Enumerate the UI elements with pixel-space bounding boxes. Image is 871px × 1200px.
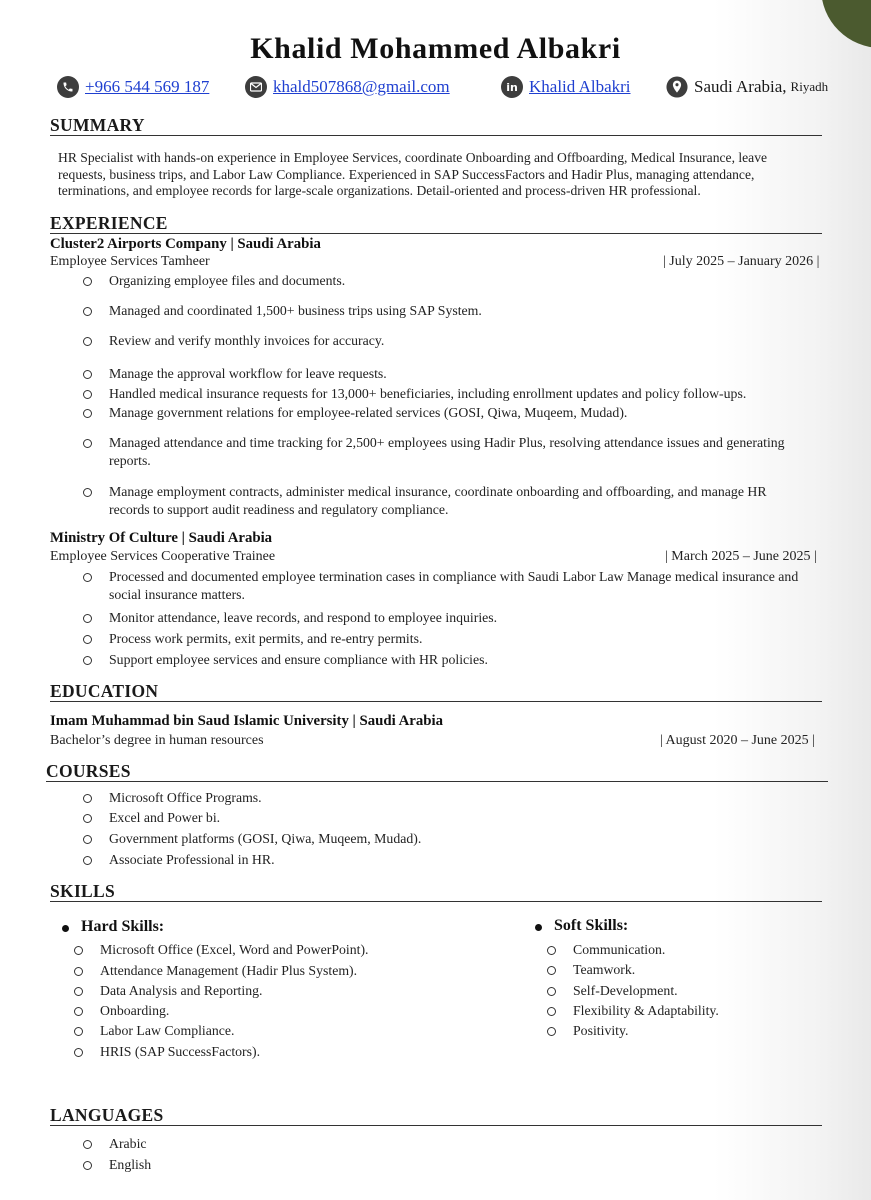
job-bullet-line: social insurance matters.: [109, 586, 246, 602]
summary-line: HR Specialist with hands-on experience in Employee Services, coordinate Onboarding and Offboarding, Medical Insurance, leave: [58, 150, 768, 165]
contact-email[interactable]: [245, 74, 450, 100]
soft-skill-item: Self-Development.: [573, 983, 678, 998]
education-date: | August 2020 – June 2025 |: [660, 733, 815, 748]
job-bullet: Review and verify monthly invoices for accuracy.: [109, 332, 821, 350]
hard-skills-title: Hard Skills:: [81, 918, 165, 935]
section-heading-summary: SUMMARY: [50, 116, 822, 136]
contact-phone[interactable]: [57, 74, 209, 100]
job-bullet: Manage the approval workflow for leave requests.: [109, 365, 821, 383]
job-bullet-line: records to support audit readiness and regulatory compliance.: [109, 501, 449, 517]
job-bullet: [109, 483, 821, 518]
bullet-dot: [535, 924, 542, 931]
location-country: Saudi Arabia,: [694, 77, 787, 96]
hard-skill-item: Data Analysis and Reporting.: [100, 983, 263, 998]
job-bullet: Managed and coordinated 1,500+ business trips using SAP System.: [109, 302, 821, 320]
course-item: Associate Professional in HR.: [109, 851, 821, 869]
course-item: Microsoft Office Programs.: [109, 789, 821, 807]
hard-skill-item: Attendance Management (Hadir Plus System).: [100, 963, 358, 978]
language-item: English: [109, 1156, 821, 1174]
linkedin-link[interactable]: Khalid Albakri: [529, 77, 631, 96]
course-item: Government platforms (GOSI, Qiwa, Muqeem, Mudad).: [109, 830, 821, 848]
summary-text: [58, 150, 821, 200]
contact-linkedin[interactable]: [501, 74, 631, 100]
contact-location: [666, 74, 828, 100]
soft-skill-item: Flexibility & Adaptability.: [573, 1003, 719, 1018]
language-item: Arabic: [109, 1135, 821, 1153]
section-heading-experience: EXPERIENCE: [50, 214, 822, 234]
phone-link[interactable]: +966 544 569 187: [85, 77, 210, 96]
email-icon: [245, 76, 267, 98]
job-date: | March 2025 – June 2025 |: [665, 549, 817, 564]
bullet-dot: [62, 925, 69, 932]
job-bullet-line: reports.: [109, 452, 151, 468]
job-bullet-line: Managed attendance and time tracking for 2,500+ employees using Hadir Plus, resolving attendance issues and generating: [109, 435, 785, 450]
location-pin-icon: [666, 76, 688, 98]
job-bullet: Organizing employee files and documents.: [109, 272, 821, 290]
job-bullet-line: Manage employment contracts, administer medical insurance, coordinate onboarding and offboarding, and manage HR: [109, 484, 767, 499]
job-role: Employee Services Tamheer: [50, 254, 210, 269]
job-bullet: Support employee services and ensure compliance with HR policies.: [109, 651, 821, 669]
section-heading-education: EDUCATION: [50, 682, 822, 702]
resume-name: Khalid Mohammed Albakri: [250, 32, 621, 65]
hard-skill-item: Labor Law Compliance.: [100, 1023, 235, 1038]
job-organization: Ministry Of Culture | Saudi Arabia: [50, 530, 273, 546]
job-bullet: [109, 568, 821, 603]
soft-skill-item: Communication.: [573, 942, 666, 957]
hard-skill-item: Microsoft Office (Excel, Word and PowerPoint).: [100, 942, 369, 957]
summary-line: requests, business trips, and Labor Law Compliance. Experienced in SAP SuccessFactors and Hadir Plus, managing attendance,: [58, 166, 755, 182]
hard-skill-item: HRIS (SAP SuccessFactors).: [100, 1044, 261, 1059]
section-heading-skills: SKILLS: [50, 882, 822, 902]
linkedin-icon: in: [501, 76, 523, 98]
soft-skill-item: Positivity.: [573, 1023, 629, 1038]
job-bullet: Process work permits, exit permits, and re-entry permits.: [109, 630, 821, 648]
soft-skill-item: Teamwork.: [573, 962, 636, 977]
phone-icon: [57, 76, 79, 98]
job-organization: Cluster2 Airports Company | Saudi Arabia: [50, 236, 321, 252]
summary-line: terminations, and employee records for large-scale organizations. Detail-oriented and process-driven HR professional.: [58, 183, 701, 199]
job-date: | July 2025 – January 2026 |: [663, 254, 820, 269]
course-item: Excel and Power bi.: [109, 809, 821, 827]
soft-skills-title: Soft Skills:: [554, 917, 629, 934]
education-school: Imam Muhammad bin Saud Islamic University | Saudi Arabia: [50, 713, 443, 729]
job-bullet: Handled medical insurance requests for 13,000+ beneficiaries, including enrollment updates and policy follow-ups.: [109, 385, 821, 403]
email-link[interactable]: khald507868@gmail.com: [273, 77, 450, 96]
section-heading-languages: LANGUAGES: [50, 1106, 822, 1126]
section-heading-courses: COURSES: [46, 762, 828, 782]
education-degree: Bachelor’s degree in human resources: [50, 733, 264, 748]
hard-skill-item: Onboarding.: [100, 1003, 170, 1018]
location-city: Riyadh: [790, 79, 829, 94]
job-bullet: Monitor attendance, leave records, and respond to employee inquiries.: [109, 609, 821, 627]
job-bullet-line: Processed and documented employee termination cases in compliance with Saudi Labor Law Manage medical insurance and: [109, 569, 799, 584]
job-role: Employee Services Cooperative Trainee: [50, 549, 276, 564]
job-bullet: Manage government relations for employee-related services (GOSI, Qiwa, Muqeem, Mudad).: [109, 404, 821, 422]
job-bullet: [109, 434, 821, 469]
